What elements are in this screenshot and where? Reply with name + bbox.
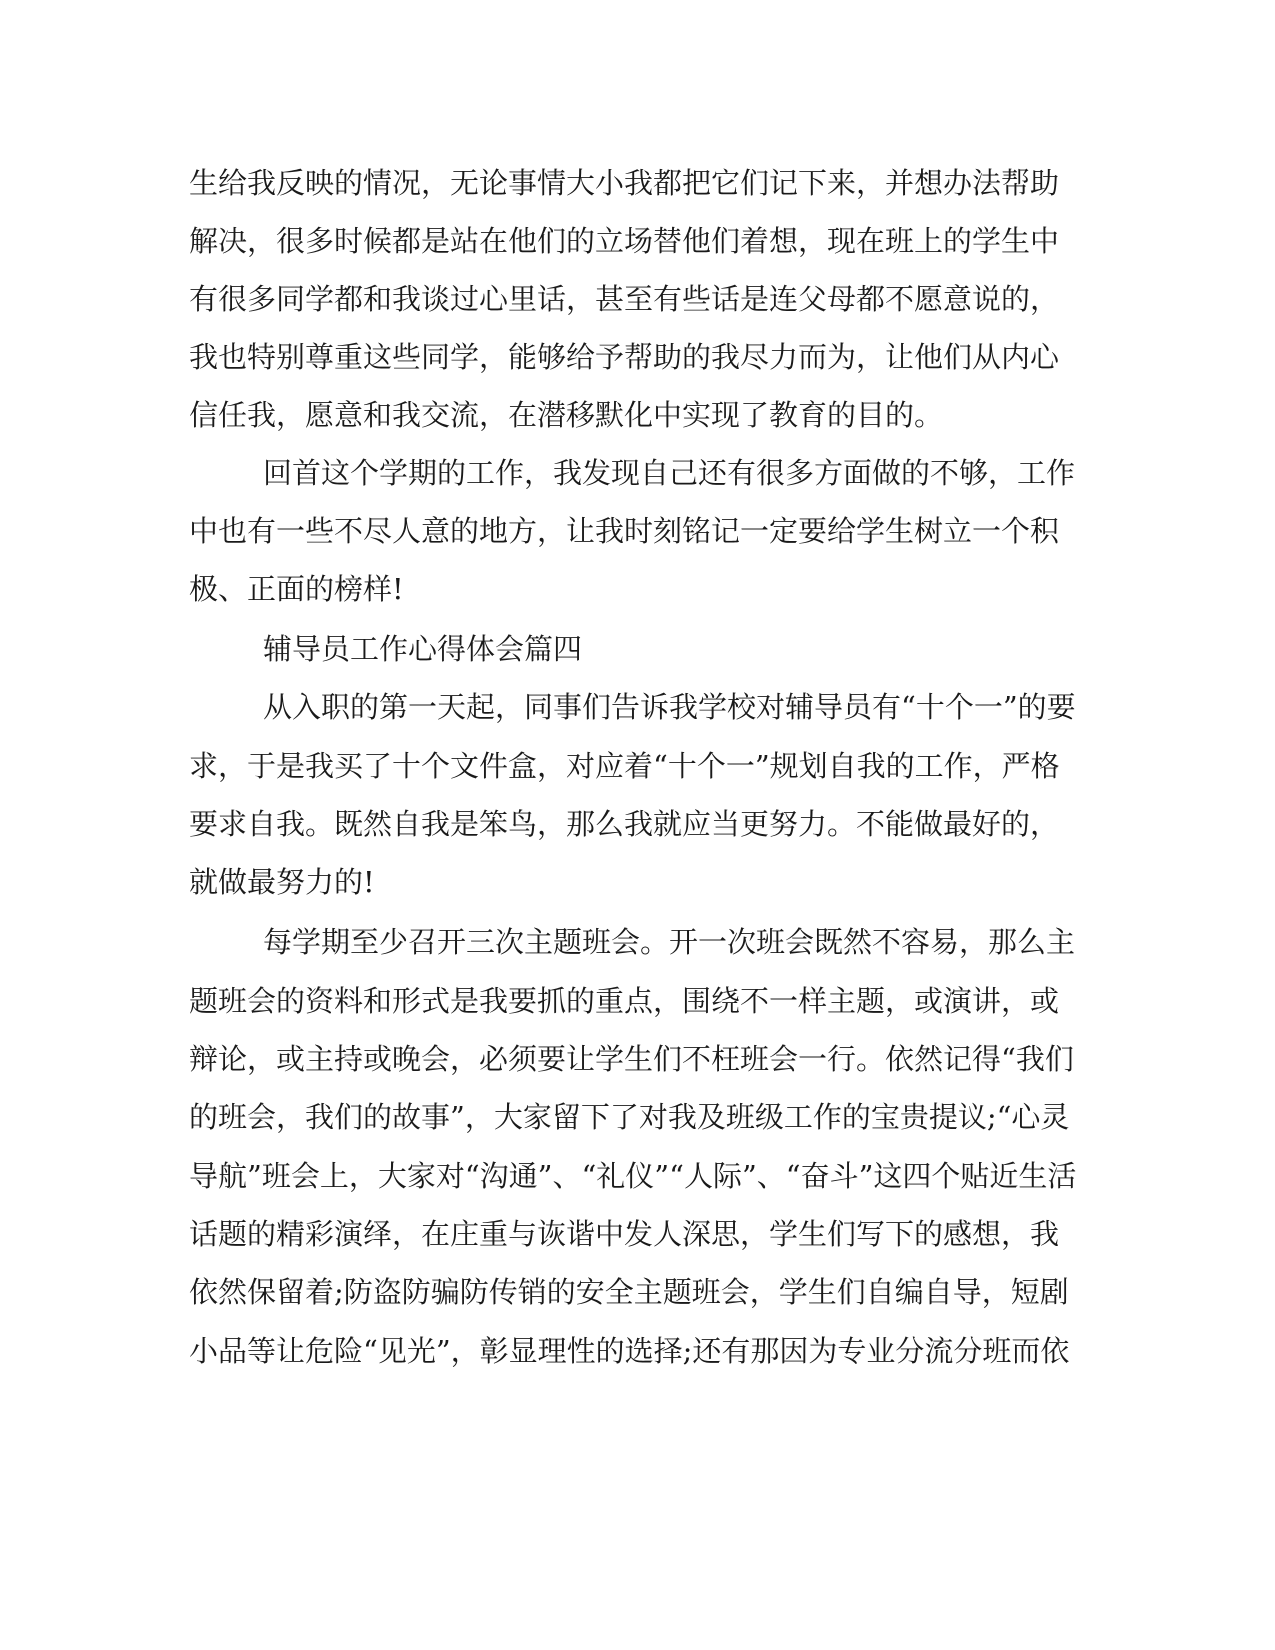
- text-line: 有很多同学都和我谈过心里话，甚至有些话是连父母都不愿意说的，: [189, 282, 1060, 316]
- text-line: 极、正面的榜样!: [189, 572, 404, 606]
- text-line: 就做最努力的!: [189, 865, 375, 899]
- text-line: 小品等让危险“见光”，彰显理性的选择;还有那因为专业分流分班而依: [189, 1334, 1070, 1368]
- text-line: 话题的精彩演绎，在庄重与诙谐中发人深思，学生们写下的感想，我: [189, 1217, 1060, 1251]
- text-line: 求，于是我买了十个文件盒，对应着“十个一”规划自我的工作，严格: [189, 749, 1060, 783]
- paragraph-start-line: 每学期至少召开三次主题班会。开一次班会既然不容易，那么主: [263, 925, 1076, 959]
- text-line: 中也有一些不尽人意的地方，让我时刻铭记一定要给学生树立一个积: [189, 514, 1060, 548]
- text-line: 导航”班会上，大家对“沟通”、“礼仪”“人际”、“奋斗”这四个贴近生活: [189, 1159, 1077, 1193]
- text-line: 生给我反映的情况，无论事情大小我都把它们记下来，并想办法帮助: [189, 166, 1060, 200]
- text-line: 辩论，或主持或晚会，必须要让学生们不枉班会一行。依然记得“我们: [189, 1042, 1074, 1076]
- section-heading: 辅导员工作心得体会篇四: [263, 632, 583, 666]
- text-line: 我也特别尊重这些同学，能够给予帮助的我尽力而为，让他们从内心: [189, 340, 1060, 374]
- paragraph-start-line: 从入职的第一天起，同事们告诉我学校对辅导员有“十个一”的要: [263, 690, 1076, 724]
- paragraph-start-line: 回首这个学期的工作，我发现自己还有很多方面做的不够，工作: [263, 456, 1076, 490]
- text-line: 依然保留着;防盗防骗防传销的安全主题班会，学生们自编自导，短剧: [189, 1275, 1069, 1309]
- text-line: 的班会，我们的故事”，大家留下了对我及班级工作的宝贵提议;“心灵: [189, 1100, 1070, 1134]
- text-line: 解决，很多时候都是站在他们的立场替他们着想，现在班上的学生中: [189, 224, 1060, 258]
- text-line: 信任我，愿意和我交流，在潜移默化中实现了教育的目的。: [189, 398, 944, 432]
- text-line: 要求自我。既然自我是笨鸟，那么我就应当更努力。不能做最好的，: [189, 807, 1060, 841]
- text-line: 题班会的资料和形式是我要抓的重点，围绕不一样主题，或演讲，或: [189, 984, 1060, 1018]
